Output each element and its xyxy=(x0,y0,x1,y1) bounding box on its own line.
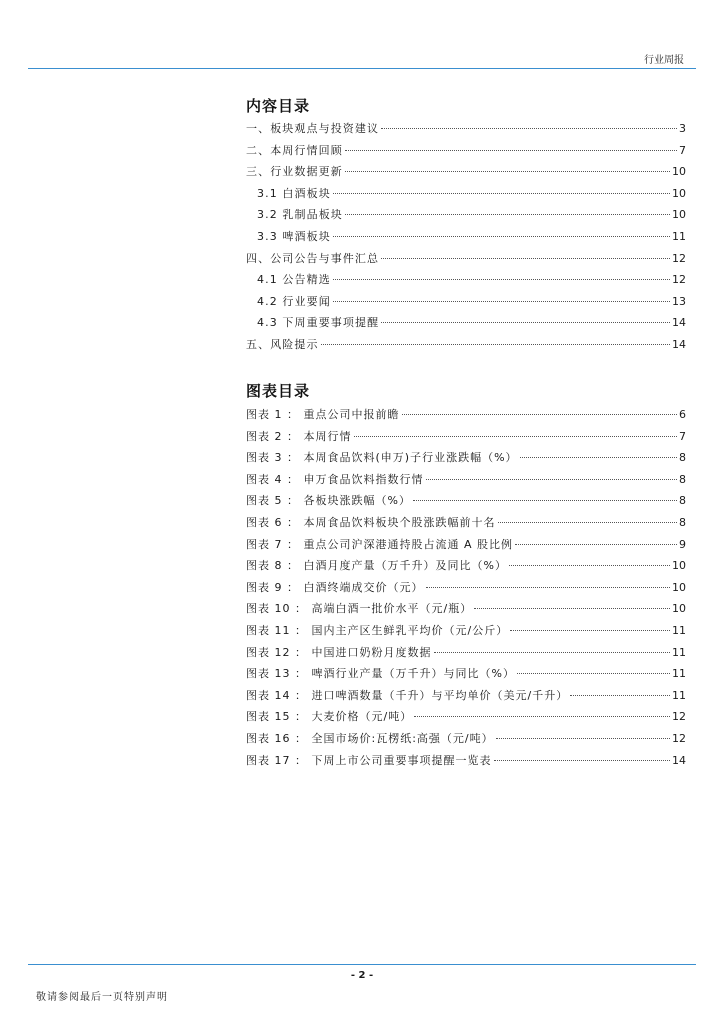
toc-entry-text: 4.1 公告精选 xyxy=(257,273,331,287)
disclaimer-text: 敬请参阅最后一页特别声明 xyxy=(36,992,168,1003)
toc-entry-text: 3.1 白酒板块 xyxy=(257,186,331,200)
toc-entry-text: 一、板块观点与投资建议 xyxy=(246,122,380,135)
dot-leader xyxy=(520,457,677,458)
dot-leader xyxy=(333,301,670,302)
dot-leader xyxy=(496,738,670,739)
toc-entry-page: 10 xyxy=(672,208,686,222)
dot-leader xyxy=(381,322,670,323)
dot-leader xyxy=(333,193,670,194)
figure-entry-page: 8 xyxy=(679,515,686,529)
figure-entry-page: 6 xyxy=(679,408,686,421)
dot-leader xyxy=(517,673,670,674)
figure-entry[interactable] xyxy=(246,538,686,560)
figure-entry-page: 14 xyxy=(672,753,686,767)
dot-leader xyxy=(345,150,677,151)
toc-entry-page: 10 xyxy=(672,165,686,179)
figure-entry-page: 10 xyxy=(672,602,686,616)
dot-leader xyxy=(345,171,670,172)
figure-entry-text: 图表 12 ： 中国进口奶粉月度数据 xyxy=(246,645,432,659)
figure-entry[interactable] xyxy=(246,710,686,732)
figure-entry-page: 10 xyxy=(672,559,686,573)
toc-entry-text: 四、公司公告与事件汇总 xyxy=(246,251,380,265)
toc-entry-page: 13 xyxy=(672,294,686,308)
figure-entry[interactable] xyxy=(246,516,686,538)
toc-entry-page: 11 xyxy=(672,229,686,243)
toc-entry-page: 10 xyxy=(672,186,686,200)
dot-leader xyxy=(381,258,670,259)
dot-leader xyxy=(333,279,670,280)
figure-entry[interactable] xyxy=(246,451,686,473)
contents-list xyxy=(246,122,686,360)
toc-entry-text: 三、行业数据更新 xyxy=(246,165,343,179)
figure-entry[interactable] xyxy=(246,667,686,689)
figure-entry-page: 12 xyxy=(672,731,686,745)
figure-entry[interactable] xyxy=(246,559,686,581)
dot-leader xyxy=(494,760,671,761)
dot-leader xyxy=(381,128,677,129)
toc-entry[interactable] xyxy=(246,187,686,209)
toc-entry-page: 12 xyxy=(672,273,686,287)
figure-entry[interactable] xyxy=(246,732,686,754)
figure-entry-text: 图表 16 ： 全国市场价:瓦楞纸:高强（元/吨） xyxy=(246,731,494,745)
figure-entry-page: 8 xyxy=(679,472,686,486)
figure-entry[interactable] xyxy=(246,689,686,711)
dot-leader xyxy=(414,716,670,717)
toc-entry-page: 3 xyxy=(679,122,686,135)
toc-entry-page: 7 xyxy=(679,143,686,157)
figure-entry[interactable] xyxy=(246,494,686,516)
toc-entry-text: 3.2 乳制品板块 xyxy=(257,208,343,222)
toc-entry[interactable] xyxy=(246,165,686,187)
figure-entry-page: 12 xyxy=(672,710,686,724)
toc-entry-text: 五、风险提示 xyxy=(246,337,319,351)
dot-leader xyxy=(333,236,670,237)
figure-entry-page: 10 xyxy=(672,580,686,594)
figure-entry-text: 图表 2 ： 本周行情 xyxy=(246,429,352,443)
dot-leader xyxy=(321,344,670,345)
toc-entry[interactable] xyxy=(246,273,686,295)
figure-entry-text: 图表 9 ： 白酒终端成交价（元） xyxy=(246,580,424,594)
dot-leader xyxy=(498,522,678,523)
figure-entry-text: 图表 13 ： 啤酒行业产量（万千升）与同比（%） xyxy=(246,667,515,681)
toc-entry-page: 12 xyxy=(672,251,686,265)
figure-entry[interactable] xyxy=(246,646,686,668)
toc-entry-page: 14 xyxy=(672,316,686,330)
figure-entry-text: 图表 6 ： 本周食品饮料板块个股涨跌幅前十名 xyxy=(246,515,496,529)
toc-entry-text: 二、本周行情回顾 xyxy=(246,143,343,157)
figure-entry-text: 图表 5 ： 各板块涨跌幅（%） xyxy=(246,494,411,508)
figure-entry[interactable] xyxy=(246,624,686,646)
figure-entry-page: 11 xyxy=(672,667,686,681)
toc-entry-text: 4.3 下周重要事项提醒 xyxy=(257,316,380,330)
figure-entry-text: 图表 4 ： 申万食品饮料指数行情 xyxy=(246,472,424,486)
figure-entry-text: 图表 17 ： 下周上市公司重要事项提醒一览表 xyxy=(246,753,492,767)
toc-entry[interactable] xyxy=(246,338,686,360)
dot-leader xyxy=(426,479,678,480)
dot-leader xyxy=(515,544,677,545)
dot-leader xyxy=(570,695,670,696)
figure-entry-page: 11 xyxy=(672,688,686,702)
figure-entry-text: 图表 10 ： 高端白酒一批价水平（元/瓶） xyxy=(246,602,473,616)
toc-entry-text: 3.3 啤酒板块 xyxy=(257,229,331,243)
figure-entry[interactable] xyxy=(246,473,686,495)
toc-entry[interactable] xyxy=(246,252,686,274)
dot-leader xyxy=(402,414,678,415)
figure-entry[interactable] xyxy=(246,581,686,603)
figure-entry[interactable] xyxy=(246,408,686,430)
figures-title: 图表目录 xyxy=(246,382,311,400)
report-type-label: 行业周报 xyxy=(644,55,684,66)
figure-entry-text: 图表 15 ： 大麦价格（元/吨） xyxy=(246,710,413,724)
dot-leader xyxy=(434,652,671,653)
figure-entry-text: 图表 3 ： 本周食品饮料(申万)子行业涨跌幅（%） xyxy=(246,451,518,465)
figure-entry-text: 图表 11 ： 国内主产区生鲜乳平均价（元/公斤） xyxy=(246,623,509,637)
figure-entry-page: 11 xyxy=(672,645,686,659)
figure-entry-page: 11 xyxy=(672,623,686,637)
figure-entry-page: 7 xyxy=(679,429,686,443)
figure-entry-text: 图表 1 ： 重点公司中报前瞻 xyxy=(246,408,400,421)
contents-title: 内容目录 xyxy=(246,97,311,115)
toc-entry[interactable] xyxy=(246,144,686,166)
dot-leader xyxy=(345,214,670,215)
figure-entry-page: 8 xyxy=(679,494,686,508)
toc-entry-text: 4.2 行业要闻 xyxy=(257,294,331,308)
figures-list xyxy=(246,408,686,775)
figure-entry-text: 图表 8 ： 白酒月度产量（万千升）及同比（%） xyxy=(246,559,507,573)
figure-entry-text: 图表 7 ： 重点公司沪深港通持股占流通 A 股比例 xyxy=(246,537,514,551)
toc-entry[interactable] xyxy=(246,295,686,317)
figure-entry-text: 图表 14 ： 进口啤酒数量（千升）与平均单价（美元/千升） xyxy=(246,688,569,702)
toc-entry[interactable] xyxy=(246,208,686,230)
dot-leader xyxy=(413,500,677,501)
dot-leader xyxy=(354,436,678,437)
dot-leader xyxy=(474,608,670,609)
toc-entry[interactable] xyxy=(246,316,686,338)
dot-leader xyxy=(509,565,670,566)
toc-entry[interactable] xyxy=(246,230,686,252)
figure-entry-page: 8 xyxy=(679,451,686,465)
dot-leader xyxy=(426,587,671,588)
page-number: - 2 - xyxy=(350,970,374,981)
toc-entry-page: 14 xyxy=(672,337,686,351)
figure-entry[interactable] xyxy=(246,754,686,776)
footer-divider xyxy=(28,964,696,965)
figure-entry[interactable] xyxy=(246,602,686,624)
figure-entry[interactable] xyxy=(246,430,686,452)
header-divider xyxy=(28,68,696,69)
dot-leader xyxy=(510,630,670,631)
figure-entry-page: 9 xyxy=(679,537,686,551)
toc-entry[interactable] xyxy=(246,122,686,144)
